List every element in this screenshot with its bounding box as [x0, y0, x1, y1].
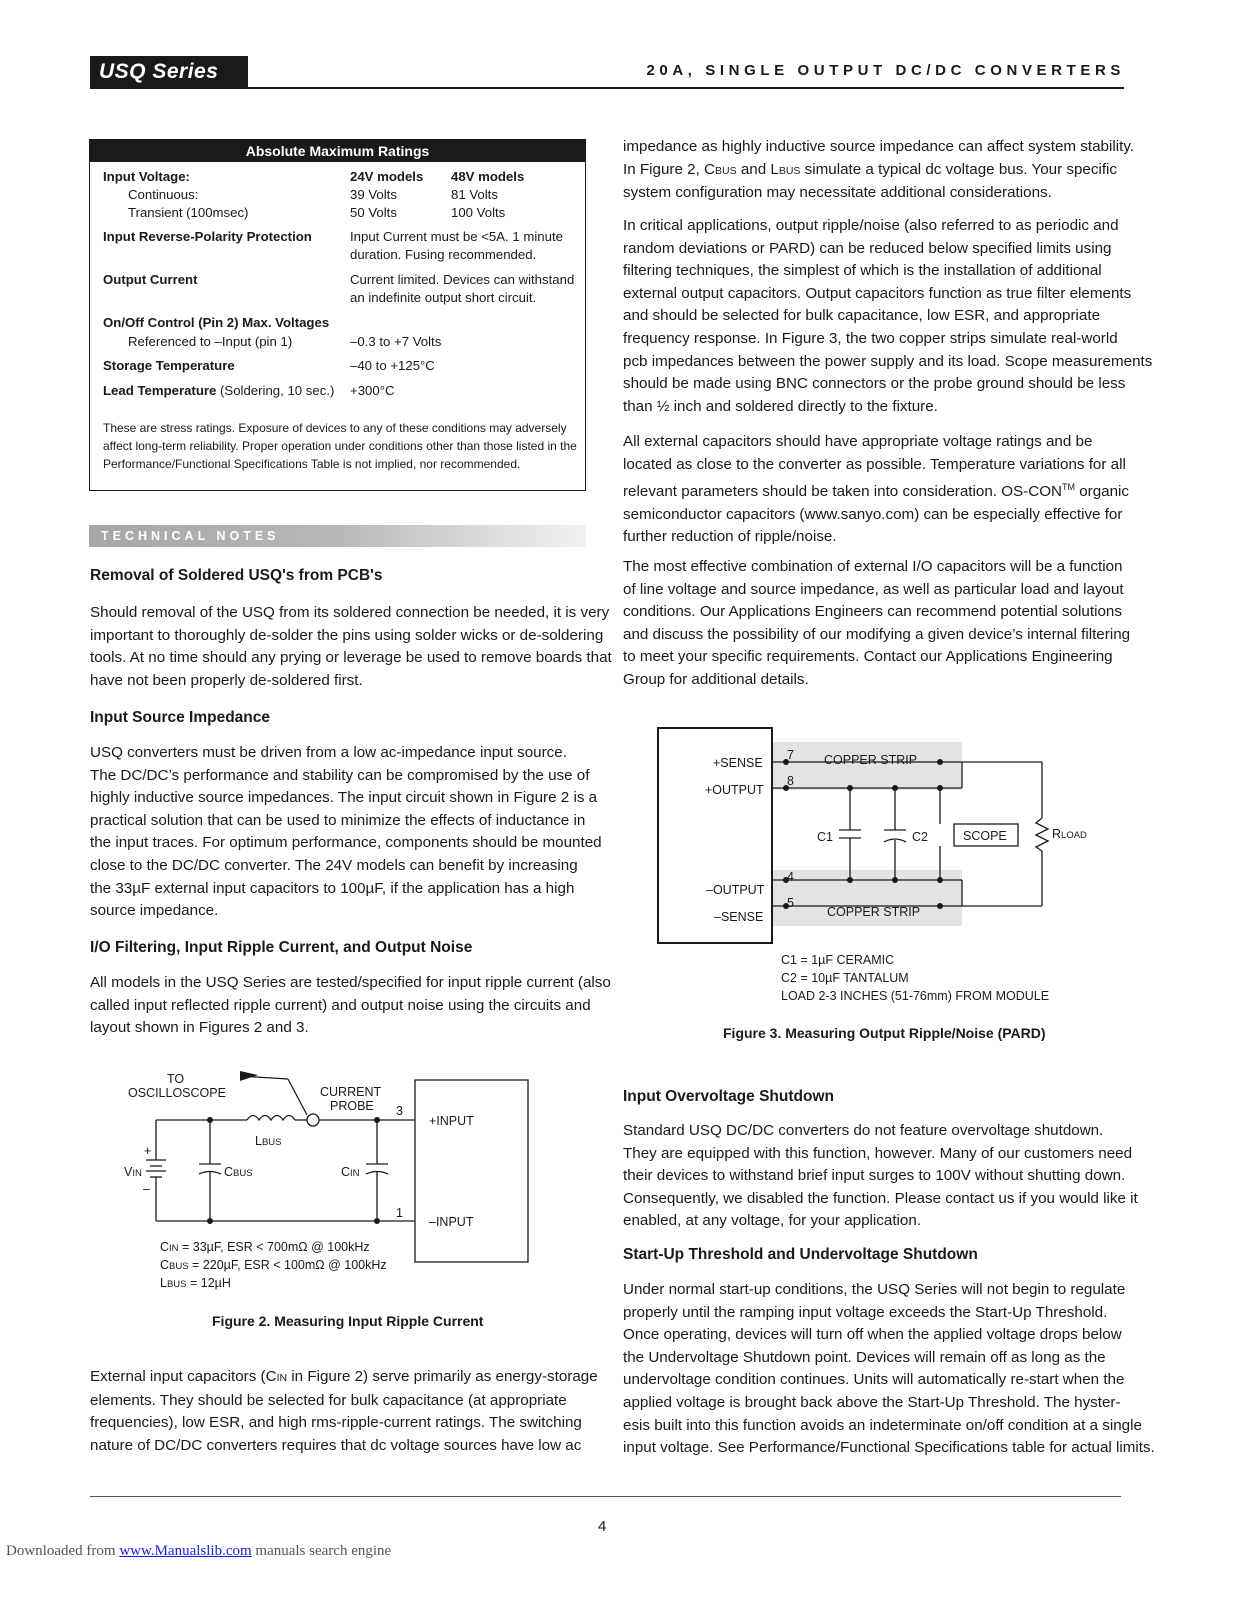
fig2-note-cbus: CBUS = 220µF, ESR < 100mΩ @ 100kHz: [160, 1258, 387, 1272]
fig2-probe: PROBE: [330, 1099, 374, 1113]
reverse-polarity-label: Input Reverse-Polarity Protection: [103, 229, 312, 244]
stress-note-2: affect long-term reliability. Proper operation under conditions other than those listed in the: [103, 439, 577, 453]
absolute-maximum-ratings-box: [89, 139, 586, 491]
para-impedance-cont: impedance as highly inductive source impedance can affect system stability. In Figure 2, CBUS and LBUS simulate a typical dc voltage bus. Your specific system configuration may necessitate additional considerations.: [623, 138, 1135, 202]
continuous-48v: 81 Volts: [451, 187, 498, 202]
transient-24v: 50 Volts: [350, 205, 397, 220]
storage-temp-label: Storage Temperature: [103, 358, 235, 373]
para-external-caps: External input capacitors (CIN in Figure 2) serve primarily as energy-storage elements. They should be selected for bulk capacitance (at appropriate frequencies), low ESR, and high rms-ripple-current ratings. The switching nature of DC/DC converters requires that dc voltage sources have low ac: [90, 1368, 598, 1454]
para-undervoltage: Under normal start-up conditions, the USQ Series will not begin to regulate properly until the ramping input voltage exceeds the Start-Up Threshold. Once operating, devices will turn off when the applied voltage drops below the Undervoltage Shutdown point. Devices will remain off as long as the undervoltage condition continues. Units will automatically re-start when the applied voltage is brought back above the Start-Up Threshold. The hyster- esis built into this function avoids an indeterminate on/off condition at a single input voltage. See Performance/Functional Specifications table for actual limits.: [623, 1281, 1155, 1457]
para-overvoltage: Standard USQ DC/DC converters do not feature overvoltage shutdown. They are equipped with this function, however. Many of our customers need their devices to withstand brief input surges to 100V without shutting down. Consequently, we disabled the function. Please contact us if you would like it enabled, at any voltage, for your application.: [623, 1122, 1138, 1230]
fig2-oscilloscope: OSCILLOSCOPE: [128, 1086, 226, 1100]
heading-removal: Removal of Soldered USQ's from PCB's: [90, 567, 383, 584]
amr-title: Absolute Maximum Ratings: [90, 140, 585, 162]
reverse-polarity-value-2: duration. Fusing recommended.: [350, 247, 537, 262]
transient-label: Transient (100msec): [128, 205, 249, 220]
heading-undervoltage: Start-Up Threshold and Undervoltage Shutdown: [623, 1246, 978, 1263]
figure-3-caption: Figure 3. Measuring Output Ripple/Noise (PARD): [723, 1025, 1046, 1041]
onoff-label: On/Off Control (Pin 2) Max. Voltages: [103, 315, 330, 330]
fig3-note-c1: C1 = 1µF CERAMIC: [781, 953, 895, 967]
stress-note-1: These are stress ratings. Exposure of devices to any of these conditions may adversely: [103, 421, 567, 435]
heading-input-source-impedance: Input Source Impedance: [90, 709, 271, 726]
transient-48v: 100 Volts: [451, 205, 506, 220]
heading-overvoltage: Input Overvoltage Shutdown: [623, 1088, 834, 1105]
fig3-plus-sense: +SENSE: [713, 756, 763, 770]
storage-temp-value: –40 to +125°C: [350, 358, 435, 373]
fig2-pin-1: 1: [396, 1206, 403, 1220]
lead-temp-label: Lead Temperature (Soldering, 10 sec.): [103, 383, 335, 398]
fig2-minus-input: –INPUT: [429, 1215, 474, 1229]
fig2-note-lbus: LBUS = 12µH: [160, 1276, 231, 1290]
converter-box-fig2: [415, 1080, 528, 1262]
fig3-note-load: LOAD 2-3 INCHES (51-76mm) FROM MODULE: [781, 989, 1050, 1003]
fig2-to: TO: [167, 1072, 185, 1086]
fig3-minus-sense: –SENSE: [714, 910, 764, 924]
fig3-pin-4: 4: [787, 870, 794, 884]
fig2-lbus-label: LBUS: [255, 1134, 282, 1148]
fig3-scope: SCOPE: [963, 829, 1007, 843]
figure-2-caption: Figure 2. Measuring Input Ripple Current: [212, 1313, 484, 1329]
para-external-capacitors: All external capacitors should have appropriate voltage ratings and be located as close to the converter as possible. Temperature variations for all relevant parameters should be taken into consideration. OS-CON™ organic semiconductor capacitors (www.sanyo.com) can be especially effective for further reduction of ripple/noise.: [623, 433, 1130, 546]
footer-rule: [90, 1496, 1121, 1497]
onoff-reference: Referenced to –Input (pin 1): [128, 334, 293, 349]
figure-2-diagram: [110, 1065, 550, 1290]
fig2-vin-label: VIN: [124, 1165, 142, 1179]
fig3-c1: C1: [817, 830, 833, 844]
fig2-plus-sign: +: [144, 1144, 152, 1158]
output-current-value-2: an indefinite output short circuit.: [350, 290, 537, 305]
fig3-pin-5: 5: [787, 896, 794, 910]
output-current-value-1: Current limited. Devices can withstand: [350, 272, 575, 287]
onoff-value: –0.3 to +7 Volts: [350, 334, 442, 349]
fig3-copper-strip-bottom-label: COPPER STRIP: [827, 905, 921, 919]
para-filtering: All models in the USQ Series are tested/specified for input ripple current (also called input reflected ripple current) and output noise using the circuits and layout shown in Figures 2 and 3.: [90, 974, 611, 1037]
figure-3-diagram: [650, 720, 1100, 1010]
continuous-label: Continuous:: [128, 187, 199, 202]
fig3-note-c2: C2 = 10µF TANTALUM: [781, 971, 909, 985]
fig2-current: CURRENT: [320, 1085, 382, 1099]
heading-io-filtering: I/O Filtering, Input Ripple Current, and Output Noise: [90, 939, 473, 956]
fig2-cin-label: CIN: [341, 1165, 360, 1179]
fig2-pin-3: 3: [396, 1104, 403, 1118]
col-48v: 48V models: [451, 169, 525, 184]
fig2-cbus-label: CBUS: [224, 1165, 253, 1179]
document-title: 20A, SINGLE OUTPUT DC/DC CONVERTERS: [646, 62, 1125, 79]
page-number: 4: [598, 1518, 607, 1535]
series-title: USQ Series: [90, 56, 248, 88]
header-rule: [90, 87, 1124, 89]
output-current-label: Output Current: [103, 272, 198, 287]
fig3-copper-strip-top-label: COPPER STRIP: [824, 753, 918, 767]
fig3-pin-8: 8: [787, 774, 794, 788]
technical-notes-banner: TECHNICAL NOTES: [89, 525, 586, 547]
manualslib-link[interactable]: www.Manualslib.com: [119, 1543, 252, 1559]
para-removal: Should removal of the USQ from its soldered connection be needed, it is very important to thoroughly de-solder the pins using solder wicks or de-soldering tools. At no time should any prying or leverage be used to remove boards that have not been properly de-soldered first.: [90, 604, 612, 689]
para-impedance: USQ converters must be driven from a low ac-impedance input source. The DC/DC’s performance and stability can be compromised by the use of highly inductive source impedances. The input circuit shown in Figure 2 is a practical solution that can be used to minimize the effects of inductance in the input traces. For optimum performance, components should be mounted close to the DC/DC converter. The 24V models can benefit by increasing the 33µF external input capacitors to 100µF, if the application has a high source impedance.: [90, 744, 602, 920]
fig3-plus-output: +OUTPUT: [705, 783, 764, 797]
fig2-note-cin: CIN = 33µF, ESR < 700mΩ @ 100kHz: [160, 1240, 370, 1254]
input-voltage-label: Input Voltage:: [103, 169, 190, 184]
fig2-plus-input: +INPUT: [429, 1114, 474, 1128]
fig3-c2: C2: [912, 830, 928, 844]
reverse-polarity-value-1: Input Current must be <5A. 1 minute: [350, 229, 563, 244]
para-ripple-noise: In critical applications, output ripple/noise (also referred to as periodic and random deviations or PARD) can be reduced below specified limits using filtering techniques, the simplest of which is the installation of additional external output capacitors. Output capacitors function as true filter elements and should be selected for bulk capacitance, low ESR, and appropriate frequency response. In Figure 3, the two copper strips simulate real-world pcb impedances between the power supply and its load. Scope measurements should be made using BNC connectors or the probe ground should be less than ½ inch and soldered directly to the fixture.: [623, 217, 1153, 415]
fig3-minus-output: –OUTPUT: [706, 883, 765, 897]
col-24v: 24V models: [350, 169, 424, 184]
lead-temp-value: +300°C: [350, 383, 395, 398]
download-note: Downloaded from www.Manualslib.com manuals search engine: [6, 1543, 392, 1559]
stress-note-3: Performance/Functional Specifications Table is not implied, nor recommended.: [103, 457, 521, 471]
fig3-pin-7: 7: [787, 748, 794, 762]
para-io-capacitors: The most effective combination of external I/O capacitors will be a function of line voltage and source impedance, as well as particular load and layout conditions. Our Applications Engineers can recommend potential solutions and discuss the possibility of our modifying a given device’s internal filtering to meet your specific requirements. Contact our Applications Engineering Group for additional details.: [623, 558, 1131, 688]
fig2-minus-sign: –: [143, 1182, 150, 1196]
fig3-rload: RLOAD: [1052, 827, 1087, 841]
continuous-24v: 39 Volts: [350, 187, 397, 202]
